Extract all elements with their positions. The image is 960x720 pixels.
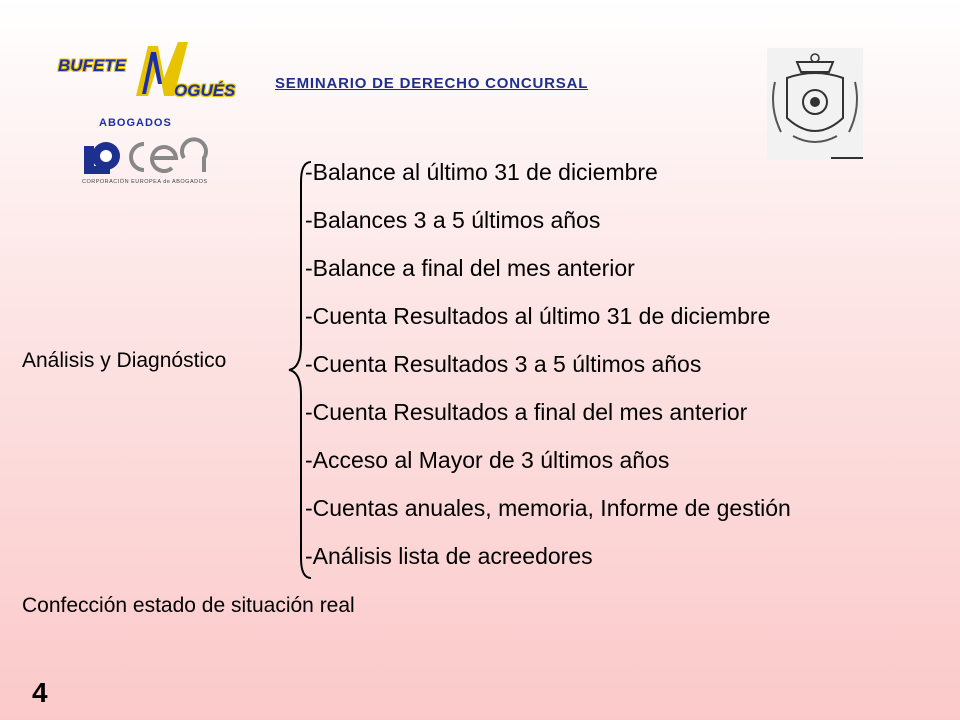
abogados-word: ABOGADOS <box>99 117 172 129</box>
list-item: -Balances 3 a 5 últimos años <box>305 207 601 233</box>
list-item: -Cuenta Resultados a final del mes anterior <box>305 399 748 425</box>
cea-logo-mark <box>80 132 210 178</box>
bufete-word: BUFETE <box>58 56 126 75</box>
analysis-label: Análisis y Diagnóstico <box>22 349 227 372</box>
bufete-logo <box>52 38 242 133</box>
confeccion-label: Confección estado de situación real <box>22 594 355 617</box>
cea-logo <box>80 132 210 192</box>
cea-caption: CORPORACIÓN EUROPEA de ABOGADOS <box>82 179 208 185</box>
ogues-word: OGUÉS <box>174 81 236 100</box>
seminar-title: SEMINARIO DE DERECHO CONCURSAL <box>275 75 589 92</box>
list-item: -Cuenta Resultados 3 a 5 últimos años <box>305 351 702 377</box>
coat-of-arms-seal <box>767 48 863 160</box>
list-item: -Cuenta Resultados al último 31 de diciembre <box>305 303 771 329</box>
list-item: -Análisis lista de acreedores <box>305 543 593 569</box>
coat-of-arms-icon <box>767 48 863 160</box>
list-item: -Balance a final del mes anterior <box>305 255 635 281</box>
list-item: -Acceso al Mayor de 3 últimos años <box>305 447 670 473</box>
slide-number: 4 <box>32 677 48 708</box>
list-item: -Cuentas anuales, memoria, Informe de gestión <box>305 495 791 521</box>
list-item: -Balance al último 31 de diciembre <box>305 159 658 185</box>
item-list <box>305 156 791 588</box>
